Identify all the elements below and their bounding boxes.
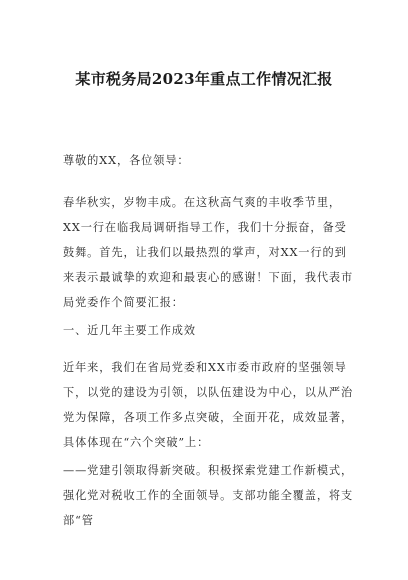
paragraph-overview: 近年来，我们在省局党委和XX市委市政府的坚强领导下，以党的建设为引领，以队伍建设为中心，以从严治党为保障，各项工作多点突破，全面开花，成效显著，具体体现在“六个突破”上：	[63, 361, 354, 449]
document-title: 某市税务局2023年重点工作情况汇报	[75, 70, 333, 88]
section-heading-achievements: 一、近几年主要工作成效	[63, 324, 196, 337]
paragraph-welcome: 春华秋实，岁物丰成。在这秋高气爽的丰收季节里，XX一行在临我局调研指导工作，我们十分振奋，备受鼓舞。首先，让我们以最热烈的掌声，对XX一行的到来表示最诚挚的欢迎和最衷心的感谢！下面，我代表市局党委作个简要汇报：	[63, 196, 354, 309]
salutation: 尊敬的XX，各位领导：	[63, 154, 190, 167]
paragraph-party-building: ——党建引领取得新突破。积极探索党建工作新模式，强化党对税收工作的全面领导。支部功能全覆盖，将支部“管	[63, 464, 354, 527]
